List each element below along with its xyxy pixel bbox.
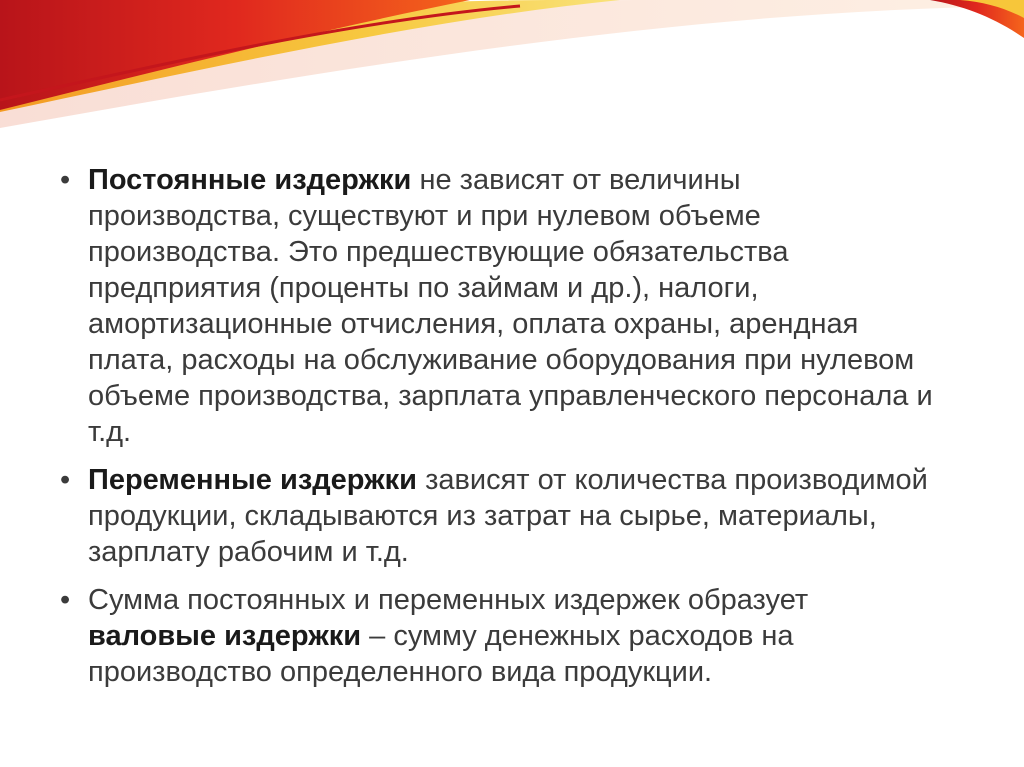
bullet-marker: • — [60, 464, 71, 496]
list-item — [60, 582, 940, 690]
decorative-ribbon-header — [0, 0, 1024, 140]
bullet-list — [60, 162, 940, 690]
bullet-marker: • — [60, 584, 71, 616]
term-variable-costs: Переменные издержки — [88, 464, 418, 496]
bullet-text: не зависят от величины производства, существуют и при нулевом объеме производства. Это предшествующие обязательства предприятия (проценты по займам и др.), налоги, амортизационные отчисления, оплата охраны, арендная плата, расходы на обслуживание оборудования при нулевом объеме производства, зарплата управленческого персонала и т.д. — [88, 164, 933, 448]
bullet-text: зависят от количества производимой продукции, складываются из затрат на сырье, материалы, зарплату рабочим и т.д. — [88, 464, 928, 568]
term-total-costs: валовые издержки — [88, 620, 362, 652]
term-fixed-costs: Постоянные издержки — [88, 164, 412, 196]
bullet-text: – сумму денежных расходов на производство определенного вида продукции. — [88, 620, 794, 688]
bullet-marker: • — [60, 164, 71, 196]
slide-content — [60, 162, 940, 702]
list-item — [60, 162, 940, 450]
list-item — [60, 462, 940, 570]
bullet-prefix: Сумма постоянных и переменных издержек образует — [88, 584, 809, 616]
